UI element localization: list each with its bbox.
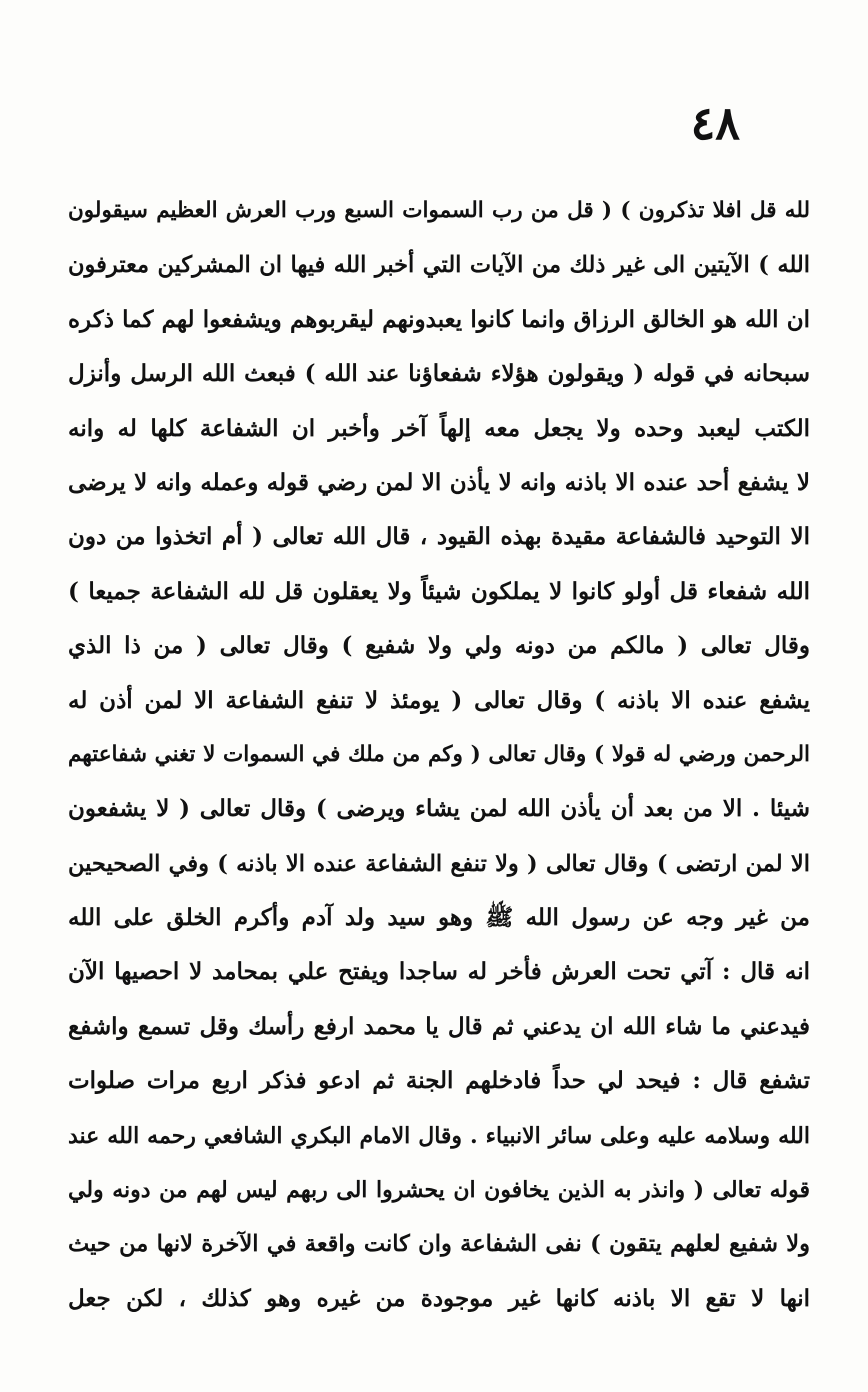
text-line: يشفع عنده الا باذنه ) وقال تعالى ( يومئذ لا تنفع الشفاعة الا لمن أذن له (68, 686, 810, 714)
text-line: فيدعني ما شاء الله ان يدعني ثم قال يا محمد ارفع رأسك وقل تسمع واشفع (68, 1012, 810, 1040)
text-line: قوله تعالى ( وانذر به الذين يخافون ان يحشروا الى ربهم ليس لهم من دونه ولي (68, 1177, 810, 1204)
text-line: الله شفعاء قل أولو كانوا لا يملكون شيئاً ولا يعقلون قل لله الشفاعة جميعا ) (68, 577, 810, 605)
text-line: تشفع قال : فيحد لي حداً فادخلهم الجنة ثم ادعو فذكر اربع مرات صلوات (68, 1067, 810, 1095)
body-text (68, 184, 810, 1326)
text-line: سبحانه في قوله ( ويقولون هؤلاء شفعاؤنا عند الله ) فبعث الله الرسل وأنزل (68, 360, 810, 388)
text-line: من غير وجه عن رسول الله ﷺ وهو سيد ولد آدم وأكرم الخلق على الله (68, 904, 810, 932)
text-line: انها لا تقع الا باذنه كانها غير موجودة من غيره وهو كذلك ، لكن جعل (68, 1284, 810, 1312)
text-line: شيئا . الا من بعد أن يأذن الله لمن يشاء ويرضى ) وقال تعالى ( لا يشفعون (68, 795, 810, 823)
text-line: الرحمن ورضي له قولا ) وقال تعالى ( وكم من ملك في السموات لا تغني شفاعتهم (68, 741, 810, 767)
text-line: ولا شفيع لعلهم يتقون ) نفى الشفاعة وان كانت واقعة في الآخرة لانها من حيث (68, 1231, 810, 1258)
text-line: لا يشفع أحد عنده الا باذنه وانه لا يأذن الا لمن رضي قوله وعمله وانه لا يرضى (68, 468, 810, 496)
text-line: لله قل افلا تذكرون ) ( قل من رب السموات السبع ورب العرش العظيم سيقولون (68, 198, 810, 223)
text-line: انه قال : آتي تحت العرش فأخر له ساجدا ويفتح علي بمحامد لا احصيها الآن (68, 958, 810, 986)
text-line: الا التوحيد فالشفاعة مقيدة بهذه القيود ، قال الله تعالى ( أم اتخذوا من دون (68, 523, 810, 551)
text-line: الا لمن ارتضى ) وقال تعالى ( ولا تنفع الشفاعة عنده الا باذنه ) وفي الصحيحين (68, 850, 810, 877)
page-number: ٤٨ (690, 96, 740, 150)
text-line: الله ) الآيتين الى غير ذلك من الآيات التي أخبر الله فيها ان المشركين معترفون (68, 252, 810, 279)
text-line: الكتب ليعبد وحده ولا يجعل معه إلهاً آخر وأخبر ان الشفاعة كلها له وانه (68, 414, 810, 442)
text-line: وقال تعالى ( مالكم من دونه ولي ولا شفيع ) وقال تعالى ( من ذا الذي (68, 632, 810, 660)
text-line: الله وسلامه عليه وعلى سائر الانبياء . وقال الامام البكري الشافعي رحمه الله عند (68, 1122, 810, 1149)
text-line: ان الله هو الخالق الرزاق وانما كانوا يعبدونهم ليقربوهم ويشفعوا لهم كما ذكره (68, 305, 810, 333)
